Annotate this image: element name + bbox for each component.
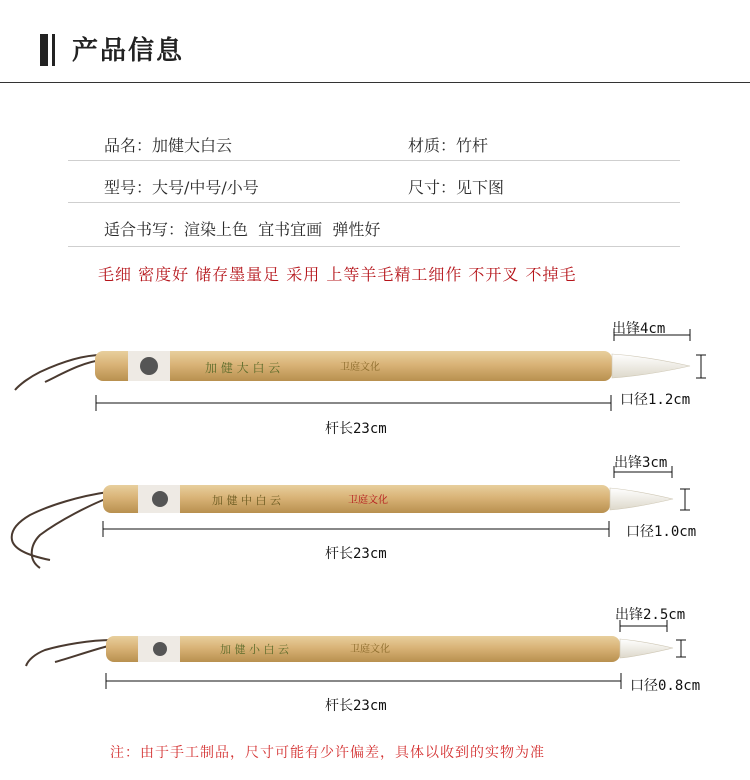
brush-logo xyxy=(152,491,168,507)
disclaimer-note: 注：由于手工制品，尺寸可能有少许偏差，具体以收到的实物为准 xyxy=(110,745,545,761)
hanging-cord xyxy=(45,360,102,382)
diameter-label: 口径0.8cm xyxy=(630,678,701,694)
diameter-label: 口径1.0cm xyxy=(626,524,697,540)
spec-usage: 适合书写：渲染上色 宜书宜画 弹性好 xyxy=(104,220,381,239)
spec-model: 型号：大号/中号/小号 xyxy=(104,178,259,197)
tip-length-label: 出锋3cm xyxy=(614,455,668,471)
brush-tip xyxy=(610,488,673,510)
brush-inscription: 加 健 小 白 云 xyxy=(220,643,289,656)
brush-maker: 卫庭文化 xyxy=(348,495,388,506)
brush-maker: 卫庭文化 xyxy=(350,644,390,655)
brush-inscription: 加 健 大 白 云 xyxy=(205,361,281,375)
handle-length-label: 杆长23cm xyxy=(325,698,387,714)
brush-inscription: 加 健 中 白 云 xyxy=(212,494,281,507)
brush-tip xyxy=(612,354,690,378)
brush-small xyxy=(26,620,686,689)
hanging-cord xyxy=(26,640,112,666)
brush-logo xyxy=(140,357,158,375)
hanging-cord xyxy=(15,355,102,390)
brush-large xyxy=(15,329,706,411)
brush-logo xyxy=(153,642,167,656)
feature-text: 毛细 密度好 储存墨量足 采用 上等羊毛精工细作 不开叉 不掉毛 xyxy=(98,265,577,284)
spec-size: 尺寸：见下图 xyxy=(408,178,505,197)
handle-length-label: 杆长23cm xyxy=(325,546,387,562)
hanging-cord xyxy=(12,492,108,560)
brush-maker: 卫庭文化 xyxy=(340,362,380,373)
hanging-cord xyxy=(55,645,112,662)
handle-length-label: 杆长23cm xyxy=(325,421,387,437)
page-title: 产品信息 xyxy=(72,36,185,66)
brush-tip xyxy=(620,639,673,658)
spec-name: 品名：加健大白云 xyxy=(104,136,233,155)
diameter-label: 口径1.2cm xyxy=(620,392,691,408)
tip-length-label: 出锋2.5cm xyxy=(615,607,686,623)
spec-material: 材质：竹杆 xyxy=(408,136,489,155)
tip-length-label: 出锋4cm xyxy=(612,321,666,337)
